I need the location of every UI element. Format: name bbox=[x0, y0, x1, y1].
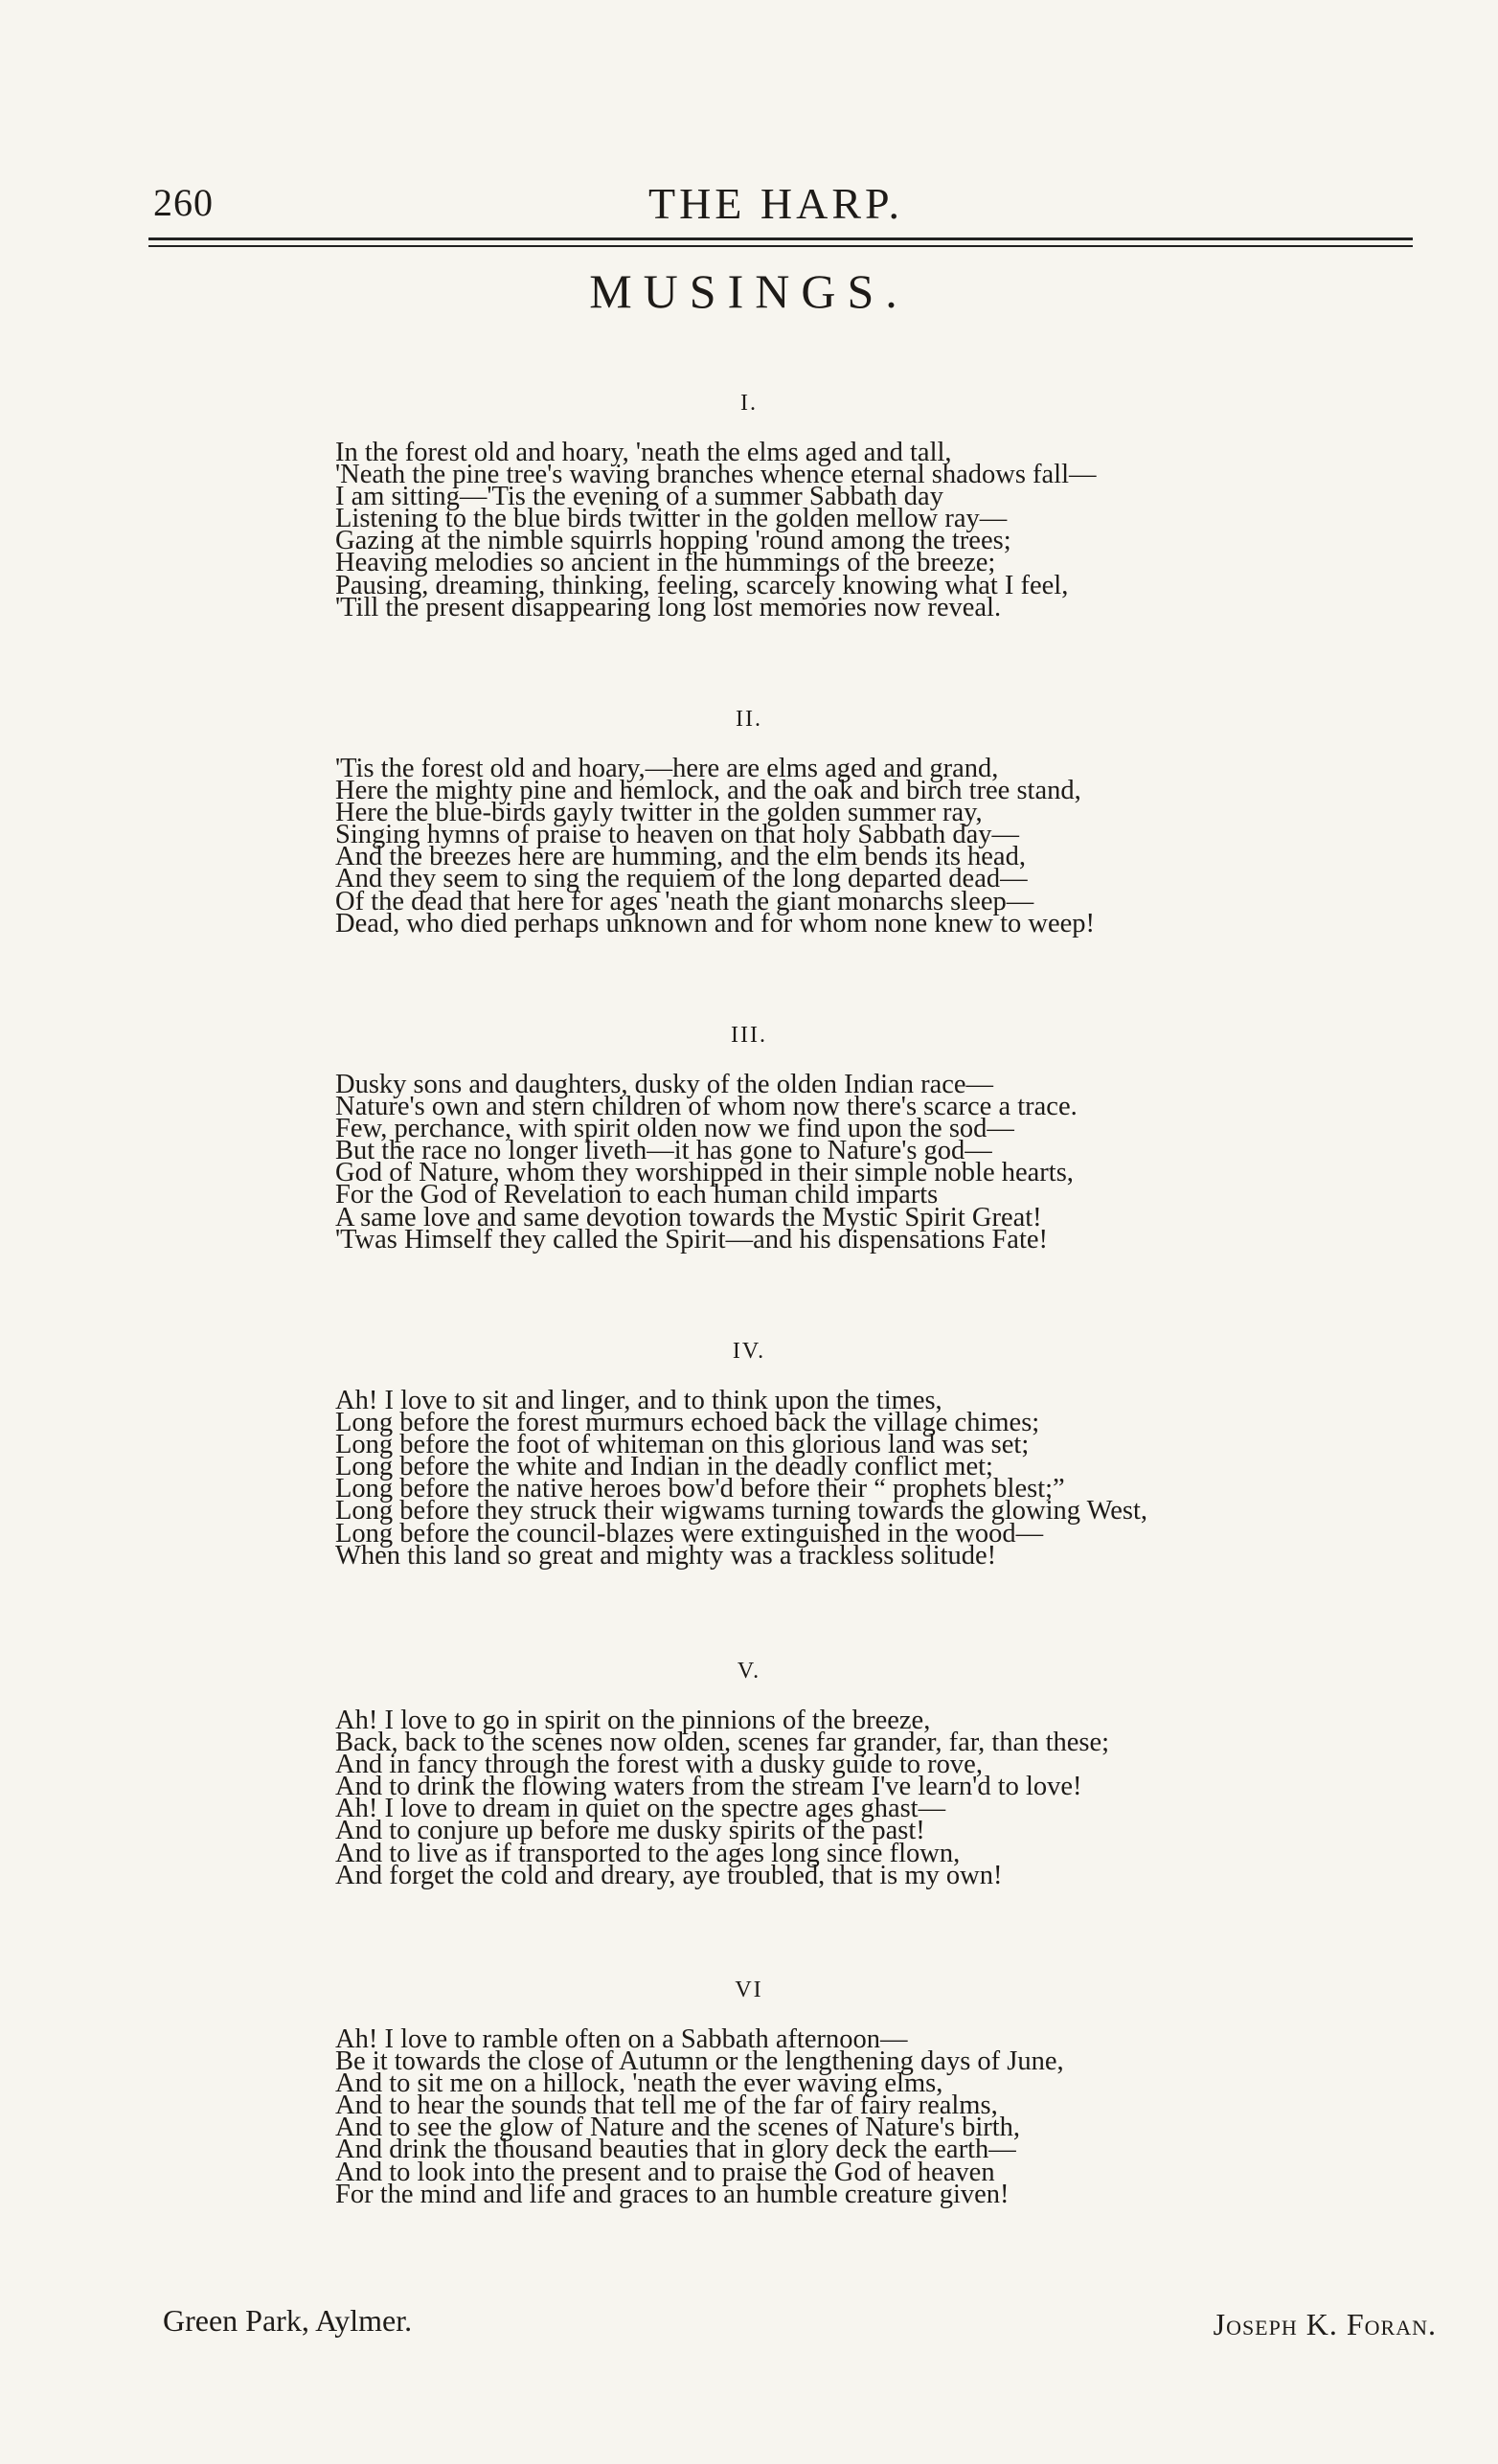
poem-line: And the breezes here are humming, and the elm bends its head, bbox=[335, 842, 1026, 872]
poem-line: And to see the glow of Nature and the scenes of Nature's birth, bbox=[335, 2113, 1021, 2143]
poem-footer bbox=[163, 2303, 1437, 2351]
poem-line: 'Neath the pine tree's waving branches whence eternal shadows fall— bbox=[335, 460, 1097, 490]
stanza bbox=[335, 438, 1360, 622]
stanza-numeral: VI bbox=[735, 1978, 763, 2002]
poem-line: Dead, who died perhaps unknown and for whom none knew to weep! bbox=[335, 908, 1096, 938]
poem-line: Ah! I love to sit and linger, and to think upon the times, bbox=[335, 1386, 942, 1415]
page-header bbox=[144, 170, 1408, 228]
stanza bbox=[335, 1706, 1360, 1890]
poem-line: Long before the council-blazes were extinguished in the wood— bbox=[335, 1518, 1044, 1548]
place-signature: Green Park, Aylmer. bbox=[163, 2303, 413, 2338]
poem-line: Ah! I love to go in spirit on the pinnions of the breeze, bbox=[335, 1706, 931, 1735]
stanza-numeral: I. bbox=[740, 391, 758, 416]
poem-line: Few, perchance, with spirit olden now we find upon the sod— bbox=[335, 1114, 1014, 1144]
header-rule-top bbox=[148, 237, 1413, 240]
poem-line: And to sit me on a hillock, 'neath the ever waving elms, bbox=[335, 2068, 943, 2099]
poem-line: Ah! I love to ramble often on a Sabbath afternoon— bbox=[335, 2024, 908, 2054]
poem-line: 'Tis the forest old and hoary,—here are elms aged and grand, bbox=[335, 754, 999, 783]
poem-line: Here the blue-birds gayly twitter in the golden summer ray, bbox=[335, 798, 983, 828]
stanza bbox=[335, 754, 1360, 938]
poem-line: But the race no longer liveth—it has gone to Nature's god— bbox=[335, 1136, 992, 1166]
poem-line: Long before they struck their wigwams turning towards the glowing West, bbox=[335, 1496, 1148, 1526]
poem-line: Heaving melodies so ancient in the hummings of the breeze; bbox=[335, 548, 996, 578]
stanza-numeral: III. bbox=[731, 1023, 767, 1048]
page-number: 260 bbox=[153, 181, 214, 224]
stanza-numeral: V. bbox=[737, 1659, 761, 1684]
poem-line: God of Nature, whom they worshipped in their simple noble hearts, bbox=[335, 1158, 1074, 1188]
poem-line: Ah! I love to dream in quiet on the spectre ages ghast— bbox=[335, 1794, 946, 1824]
poem-line: Long before the white and Indian in the deadly conflict met; bbox=[335, 1452, 993, 1482]
poem-line: Be it towards the close of Autumn or the lengthening days of June, bbox=[335, 2046, 1064, 2077]
poem-line: And to live as if transported to the ages long since flown, bbox=[335, 1838, 961, 1868]
poem-line: Pausing, dreaming, thinking, feeling, scarcely knowing what I feel, bbox=[335, 570, 1069, 600]
poem-line: Of the dead that here for ages 'neath the giant monarchs sleep— bbox=[335, 886, 1034, 916]
stanza-numeral: II. bbox=[736, 707, 762, 732]
poem-line: And in fancy through the forest with a dusky guide to rove, bbox=[335, 1750, 983, 1780]
poem-line: And to look into the present and to praise the God of heaven bbox=[335, 2157, 995, 2187]
poem-line: Long before the foot of whiteman on this glorious land was set; bbox=[335, 1430, 1030, 1460]
running-title: THE HARP. bbox=[647, 179, 904, 228]
poem-line: Singing hymns of praise to heaven on that holy Sabbath day— bbox=[335, 820, 1019, 850]
poem-line: Listening to the blue birds twitter in the golden mellow ray— bbox=[335, 504, 1008, 534]
poem-line: I am sitting—'Tis the evening of a summer Sabbath day bbox=[335, 482, 943, 512]
author-signature: Joseph K. Foran. bbox=[1213, 2307, 1437, 2341]
poem-line: Back, back to the scenes now olden, scenes far grander, far, than these; bbox=[335, 1728, 1110, 1758]
poem-line: Here the mighty pine and hemlock, and the oak and birch tree stand, bbox=[335, 776, 1081, 806]
poem-title: MUSINGS. bbox=[589, 264, 909, 318]
poem-line: 'Till the present disappearing long lost memories now reveal. bbox=[335, 592, 1002, 622]
poem-line: For the God of Revelation to each human child imparts bbox=[335, 1180, 939, 1210]
poem-line: And forget the cold and dreary, aye troubled, that is my own! bbox=[335, 1860, 1003, 1890]
poem-line: And to hear the sounds that tell me of the far of fairy realms, bbox=[335, 2091, 998, 2121]
poem-line: When this land so great and mighty was a trackless solitude! bbox=[335, 1540, 997, 1571]
poem-line: In the forest old and hoary, 'neath the elms aged and tall, bbox=[335, 438, 952, 467]
poem-line: 'Twas Himself they called the Spirit—and his dispensations Fate! bbox=[335, 1224, 1049, 1255]
poem-line: Nature's own and stern children of whom now there's scarce a trace. bbox=[335, 1092, 1078, 1122]
poem-line: Gazing at the nimble squirrls hopping 'round among the trees; bbox=[335, 526, 1011, 556]
poem-line: For the mind and life and graces to an humble creature given! bbox=[335, 2179, 1010, 2209]
stanza bbox=[335, 1386, 1360, 1571]
poem-line: A same love and same devotion towards the Mystic Spirit Great! bbox=[335, 1202, 1042, 1232]
poem-line: And they seem to sing the requiem of the long departed dead— bbox=[335, 864, 1028, 894]
stanza bbox=[335, 2024, 1360, 2209]
poem-line: Dusky sons and daughters, dusky of the olden Indian race— bbox=[335, 1070, 994, 1099]
poem-line: Long before the forest murmurs echoed back the village chimes; bbox=[335, 1408, 1040, 1438]
poem-line: Long before the native heroes bow'd before their “ prophets blest;” bbox=[335, 1474, 1065, 1504]
header-rule-bottom bbox=[148, 245, 1413, 247]
stanza-numeral: IV. bbox=[732, 1339, 766, 1364]
poem-line: And to conjure up before me dusky spirits of the past! bbox=[335, 1816, 925, 1846]
poem-line: And to drink the flowing waters from the stream I've learn'd to love! bbox=[335, 1772, 1082, 1802]
poem-line: And drink the thousand beauties that in glory deck the earth— bbox=[335, 2135, 1016, 2165]
stanza bbox=[335, 1070, 1360, 1255]
